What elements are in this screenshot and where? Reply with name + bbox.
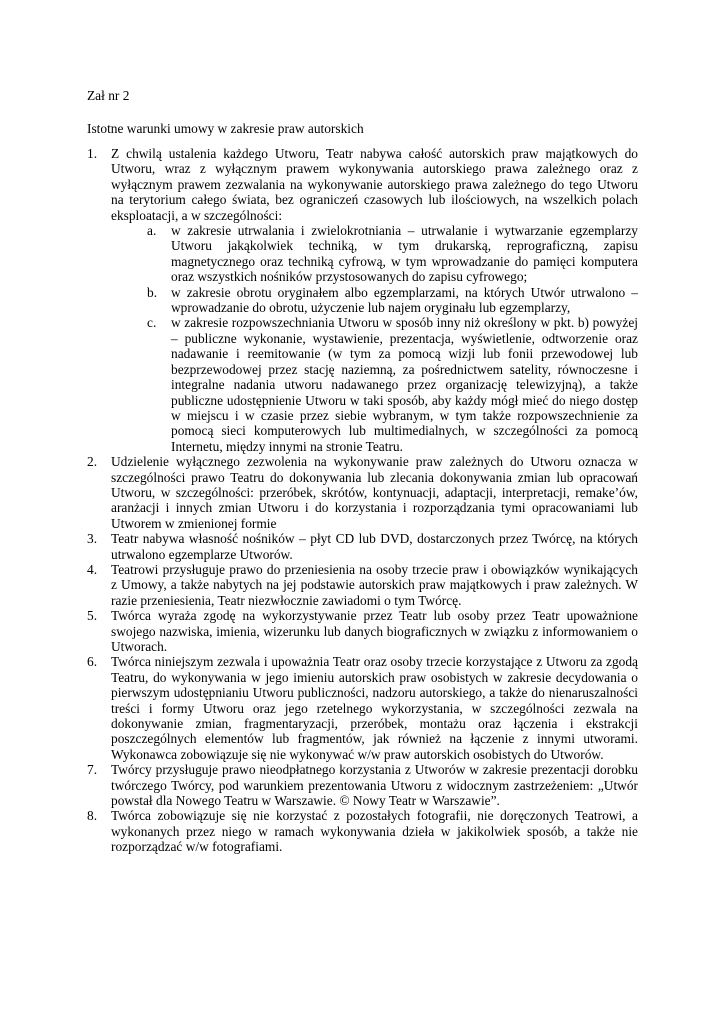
- item-number: 1.: [87, 146, 98, 161]
- item-number: 2.: [87, 454, 98, 470]
- document-title: Istotne warunki umowy w zakresie praw autorskich: [87, 121, 364, 136]
- sub-item-letter: b.: [147, 284, 158, 300]
- item-number: 6.: [87, 654, 98, 670]
- sub-item-text: w zakresie rozpowszechniania Utworu w sposób inny niż określony w pkt. b) powyżej – publiczne wykonanie, wystawienie, prezentacja, wyświetlenie, odtworzenie oraz nadawanie i reemitowanie (w tym za pomocą wizji lub fonii przewodowej lub bezprzewodowej przez stację naziemną, za pośrednictwem satelity, równoczesne i integralne nadania utworu nadawanego przez organizację telewizyjną), a także publiczne udostępnienie Utworu w taki sposób, aby każdy mógł mieć do niego dostęp w miejscu i w czasie przez siebie wybranym, w tym także rozpowszechnienie za pomocą sieci komputerowych lub multimedialnych, w szczególności za pomocą Internetu, między innymi na stronie Teatru.: [171, 315, 638, 454]
- item-number: 4.: [87, 561, 98, 577]
- item-text: Udzielenie wyłącznego zezwolenia na wykonywanie praw zależnych do Utworu oznacza w szczególności prawo Teatru do dokonywania lub zlecania dokonywania zmian lub opracowań Utworu, w szczególności: przeróbek, skrótów, kontynuacji, adaptacji, interpretacji, remake’ów, aranżacji i innych zmian Utworu i do korzystania i rozporządzania tymi opracowaniami lub Utworem w zmienionej formie: [111, 454, 638, 531]
- sub-item-a: [147, 223, 638, 285]
- list-item-7: [87, 762, 638, 808]
- sub-item-letter: a.: [147, 223, 157, 239]
- sub-item-letter: c.: [147, 315, 157, 331]
- item-number: 8.: [87, 808, 98, 824]
- sub-item-b: [147, 285, 638, 316]
- item-number: 5.: [87, 608, 98, 624]
- list-item-2: [87, 454, 638, 531]
- exploitation-fields-list: [147, 223, 638, 454]
- list-item-4: [87, 562, 638, 608]
- list-item-8: [87, 808, 638, 854]
- list-item-3: [87, 531, 638, 562]
- item-number: 7.: [87, 762, 98, 778]
- terms-list: [87, 146, 638, 855]
- item-text: Teatrowi przysługuje prawo do przeniesienia na osoby trzecie praw i obowiązków wynikających z Umowy, a także nabytych na jej podstawie autorskich praw majątkowych i praw zależnych. W razie przeniesienia, Teatr niezwłocznie zawiadomi o tym Twórcę.: [111, 561, 638, 608]
- item-text: Z chwilą ustalenia każdego Utworu, Teatr nabywa całość autorskich praw majątkowych do Utworu, wraz z wyłącznym prawem wykonywania autorskiego prawa zależnego oraz z wyłącznym prawem zezwalania na wykonywanie autorskiego prawa zależnego do tego Utworu na terytorium całego świata, bez ograniczeń czasowych lub ilościowych, na wszelkich polach eksploatacji, a w szczególności:: [111, 146, 638, 223]
- item-text: Twórca zobowiązuje się nie korzystać z pozostałych fotografii, nie doręczonych Teatrowi, a wykonanych przez niego w ramach wykonywania dzieła w jakikolwiek sposób, a także nie rozporządzać w/w fotografiami.: [111, 808, 638, 855]
- item-text: Teatr nabywa własność nośników – płyt CD lub DVD, dostarczonych przez Twórcę, na których utrwalono egzemplarze Utworów.: [111, 531, 638, 562]
- sub-item-text: w zakresie utrwalania i zwielokrotniania – utrwalanie i wytwarzanie egzemplarzy Utworu jakąkolwiek techniką, w tym drukarską, reprograficzną, zapisu magnetycznego oraz techniką cyfrową, w tym wprowadzanie do pamięci komputera oraz wszystkich nośników przystosowanych do zapisu cyfrowego;: [171, 223, 638, 285]
- sub-item-c: [147, 315, 638, 454]
- item-text: Twórca niniejszym zezwala i upoważnia Teatr oraz osoby trzecie korzystające z Utworu za zgodą Teatru, do wykonywania w jego imieniu autorskich praw osobistych w zakresie decydowania o pierwszym udostępnianiu Utworu publiczności, nadzoru autorskiego, a także do nienaruszalności treści i formy Utworu oraz jego rzetelnego wykorzystania, w szczególności zezwala na dokonywanie zmian, fragmentaryzacji, przeróbek, montażu oraz łączenia i ekstrakcji poszczególnych elementów lub fragmentów, jak również na łączenie z innymi utworami. Wykonawca zobowiązuje się nie wykonywać w/w praw autorskich osobistych do Utworów.: [111, 654, 638, 762]
- list-item-1: [87, 146, 638, 454]
- sub-item-text: w zakresie obrotu oryginałem albo egzemplarzami, na których Utwór utrwalono – wprowadzanie do obrotu, użyczenie lub najem oryginału lub egzemplarzy,: [171, 284, 638, 316]
- list-item-6: [87, 654, 638, 762]
- item-number: 3.: [87, 531, 98, 547]
- list-item-5: [87, 608, 638, 654]
- item-text: Twórca wyraża zgodę na wykorzystywanie przez Teatr lub osoby przez Teatr upoważnione swojego nazwiska, imienia, wizerunku lub danych biograficznych w związku z informowaniem o Utworach.: [111, 608, 638, 654]
- attachment-label: Zał nr 2: [87, 88, 130, 103]
- item-text: Twórcy przysługuje prawo nieodpłatnego korzystania z Utworów w zakresie prezentacji dorobku twórczego Twórcy, pod warunkiem prezentowania Utworu z widocznym zastrzeżeniem: „Utwór powstał dla Nowego Teatru w Warszawie. © Nowy Teatr w Warszawie”.: [111, 762, 638, 809]
